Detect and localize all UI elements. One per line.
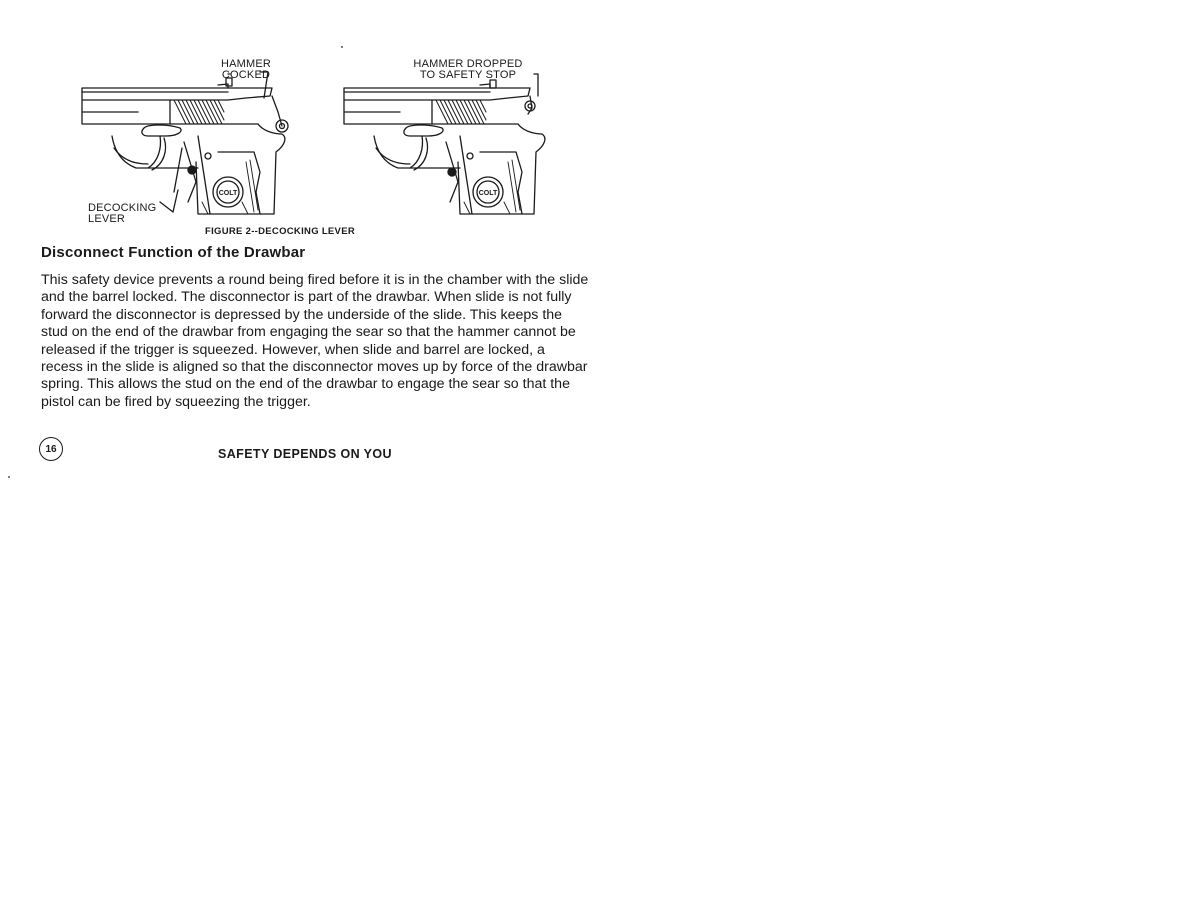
decocking-lever-line2: LEVER — [88, 213, 126, 225]
decocking-lever-figure — [78, 52, 598, 224]
right-grip-logo: COLT — [478, 190, 498, 197]
left-pistol-drawing — [82, 69, 288, 214]
scan-speck — [8, 476, 10, 478]
right-pistol-drawing — [344, 74, 545, 214]
footer-slogan: SAFETY DEPENDS ON YOU — [218, 447, 392, 461]
section-paragraph: This safety device prevents a round being fired before it is in the chamber with the slide and the barrel locked. The disconnector is part of the drawbar. When slide is not fully forward the disconnector is depressed by the underside of the slide. This keeps the stud on the end of the drawbar from engaging the sear so that the hammer cannot be released if the trigger is squeezed. However, when slide and barrel are locked, a recess in the slide is aligned so that the disconnector moves up by force of the drawbar spring. This allows the stud on the end of the drawbar to engage the sear so that the pistol can be fired by squeezing the trigger. — [41, 272, 589, 410]
decocking-lever-callout — [88, 203, 168, 225]
hammer-dropped-callout — [408, 59, 528, 81]
page-number-badge — [39, 437, 63, 461]
figure-caption: FIGURE 2--DECOCKING LEVER — [204, 226, 355, 237]
section-heading: Disconnect Function of the Drawbar — [41, 244, 306, 261]
hammer-cocked-line2: COCKED — [221, 69, 271, 81]
left-grip-logo: COLT — [218, 190, 238, 197]
decocking-lever-line1: DECOCKING — [88, 202, 157, 214]
hammer-cocked-line1: HAMMER — [220, 58, 272, 70]
hammer-cocked-callout — [206, 59, 286, 81]
hammer-dropped-line1: HAMMER DROPPED — [413, 58, 523, 70]
hammer-dropped-line2: TO SAFETY STOP — [419, 69, 517, 81]
scan-speck — [341, 46, 343, 48]
page-number: 16 — [45, 443, 57, 455]
